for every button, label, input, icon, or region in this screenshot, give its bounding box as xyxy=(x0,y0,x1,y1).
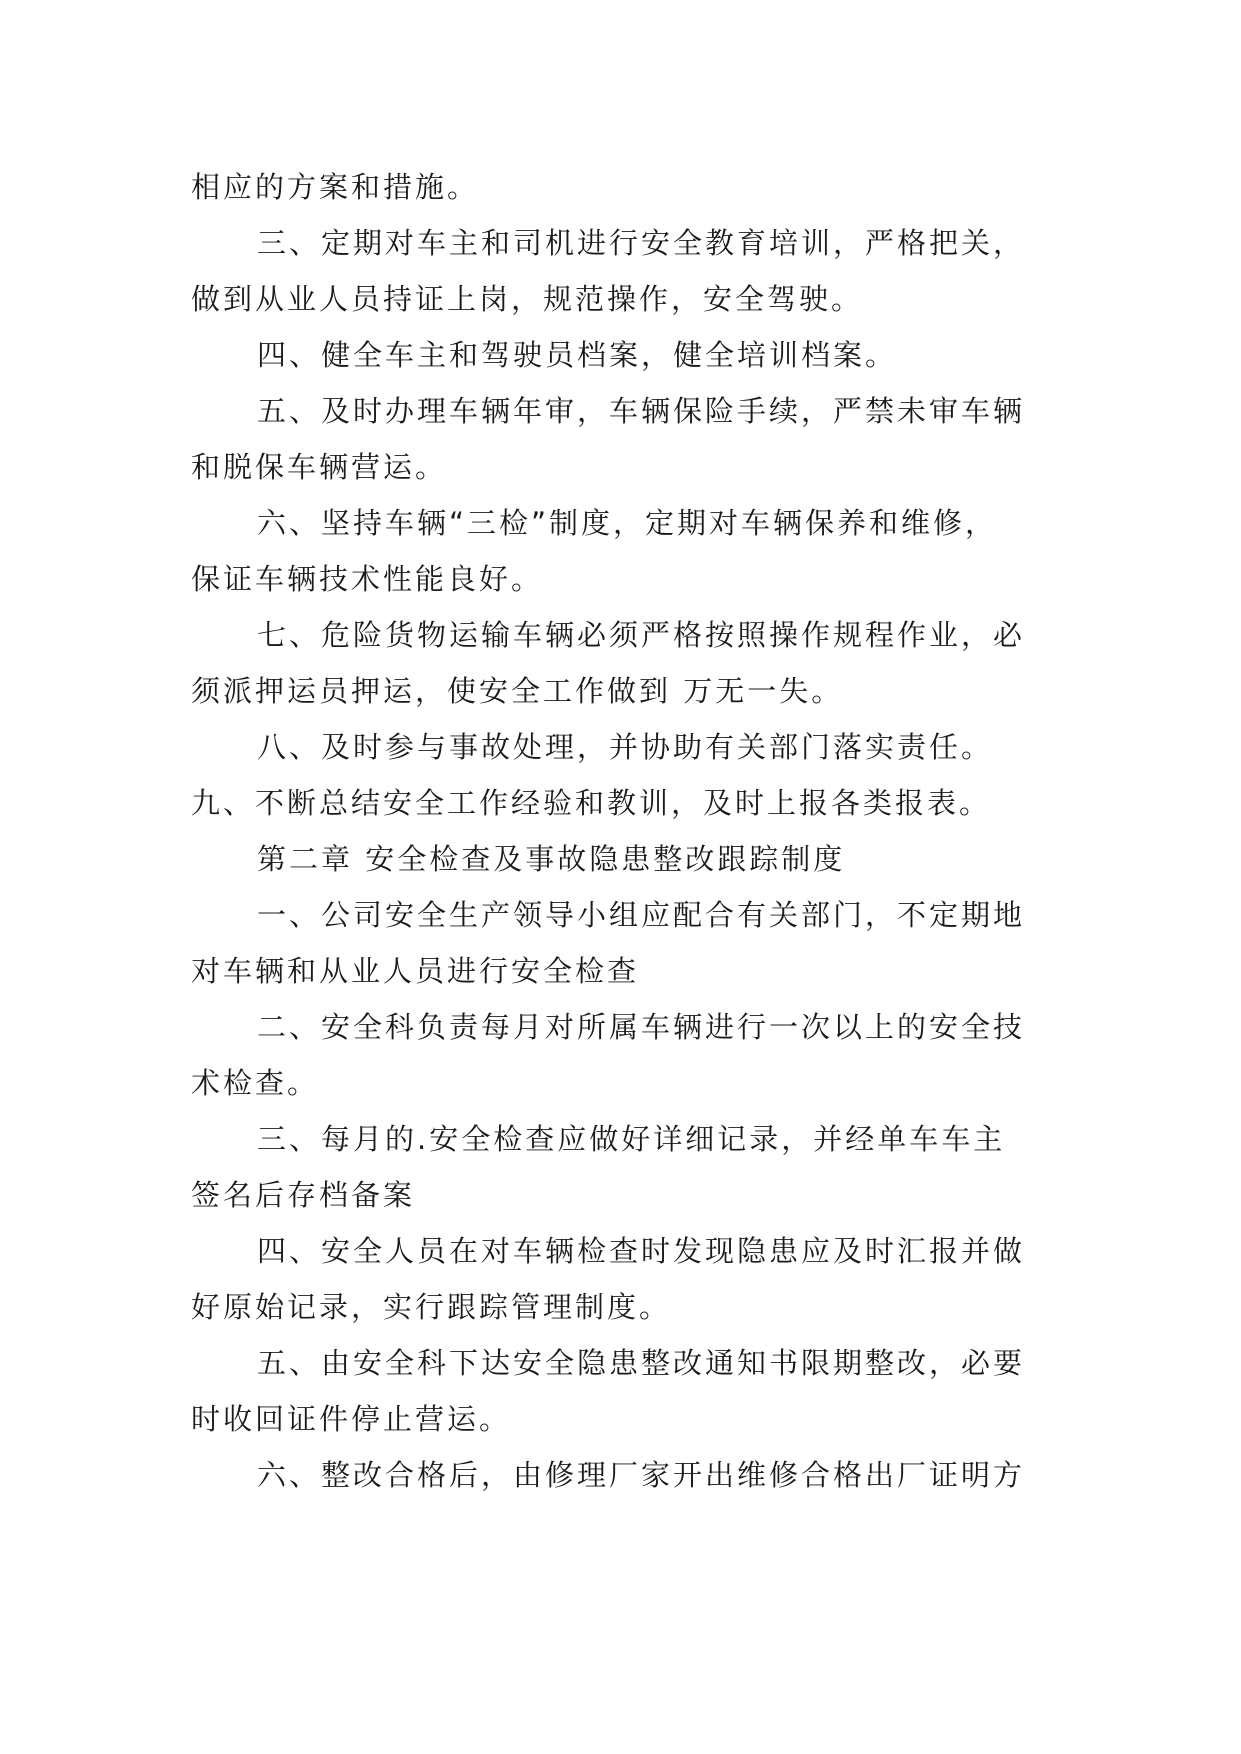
paragraph-line: 六、整改合格后，由修理厂家开出维修合格出厂证明方 xyxy=(257,1458,1026,1492)
paragraph-line: 六、坚持车辆“三检”制度，定期对车辆保养和维修， xyxy=(257,506,998,540)
paragraph-line: 四、安全人员在对车辆检查时发现隐患应及时汇报并做 xyxy=(257,1234,1026,1268)
paragraph-line: 七、危险货物运输车辆必须严格按照操作规程作业，必 xyxy=(257,618,1026,652)
paragraph-line: 三、每月的.安全检查应做好详细记录，并经单车车主 xyxy=(257,1122,1006,1156)
paragraph-line: 二、安全科负责每月对所属车辆进行一次以上的安全技 xyxy=(257,1010,1026,1044)
paragraph-line: 五、由安全科下达安全隐患整改通知书限期整改，必要 xyxy=(257,1346,1026,1380)
paragraph-line: 做到从业人员持证上岗，规范操作，安全驾驶。 xyxy=(191,282,864,316)
paragraph-line: 保证车辆技术性能良好。 xyxy=(191,562,544,596)
paragraph-line: 术检查。 xyxy=(191,1066,320,1100)
paragraph-line: 一、公司安全生产领导小组应配合有关部门，不定期地 xyxy=(257,898,1026,932)
paragraph-line: 八、及时参与事故处理，并协助有关部门落实责任。 xyxy=(257,730,994,764)
paragraph-line: 相应的方案和措施。 xyxy=(191,170,480,204)
paragraph-line: 须派押运员押运，使安全工作做到 万无一失。 xyxy=(191,674,844,708)
paragraph-line: 五、及时办理车辆年审，车辆保险手续，严禁未审车辆 xyxy=(257,394,1026,428)
paragraph-line: 签名后存档备案 xyxy=(191,1178,416,1212)
paragraph-line: 三、定期对车主和司机进行安全教育培训，严格把关， xyxy=(257,226,1026,260)
paragraph-line: 时收回证件停止营运。 xyxy=(191,1402,512,1436)
paragraph-line: 和脱保车辆营运。 xyxy=(191,450,448,484)
paragraph-line: 对车辆和从业人员进行安全检查 xyxy=(191,954,640,988)
paragraph-line: 四、健全车主和驾驶员档案，健全培训档案。 xyxy=(257,338,898,372)
chapter-heading: 第二章 安全检查及事故隐患整改跟踪制度 xyxy=(257,842,846,876)
paragraph-line: 好原始记录，实行跟踪管理制度。 xyxy=(191,1290,672,1324)
paragraph-line: 九、不断总结安全工作经验和教训，及时上报各类报表。 xyxy=(191,786,992,820)
